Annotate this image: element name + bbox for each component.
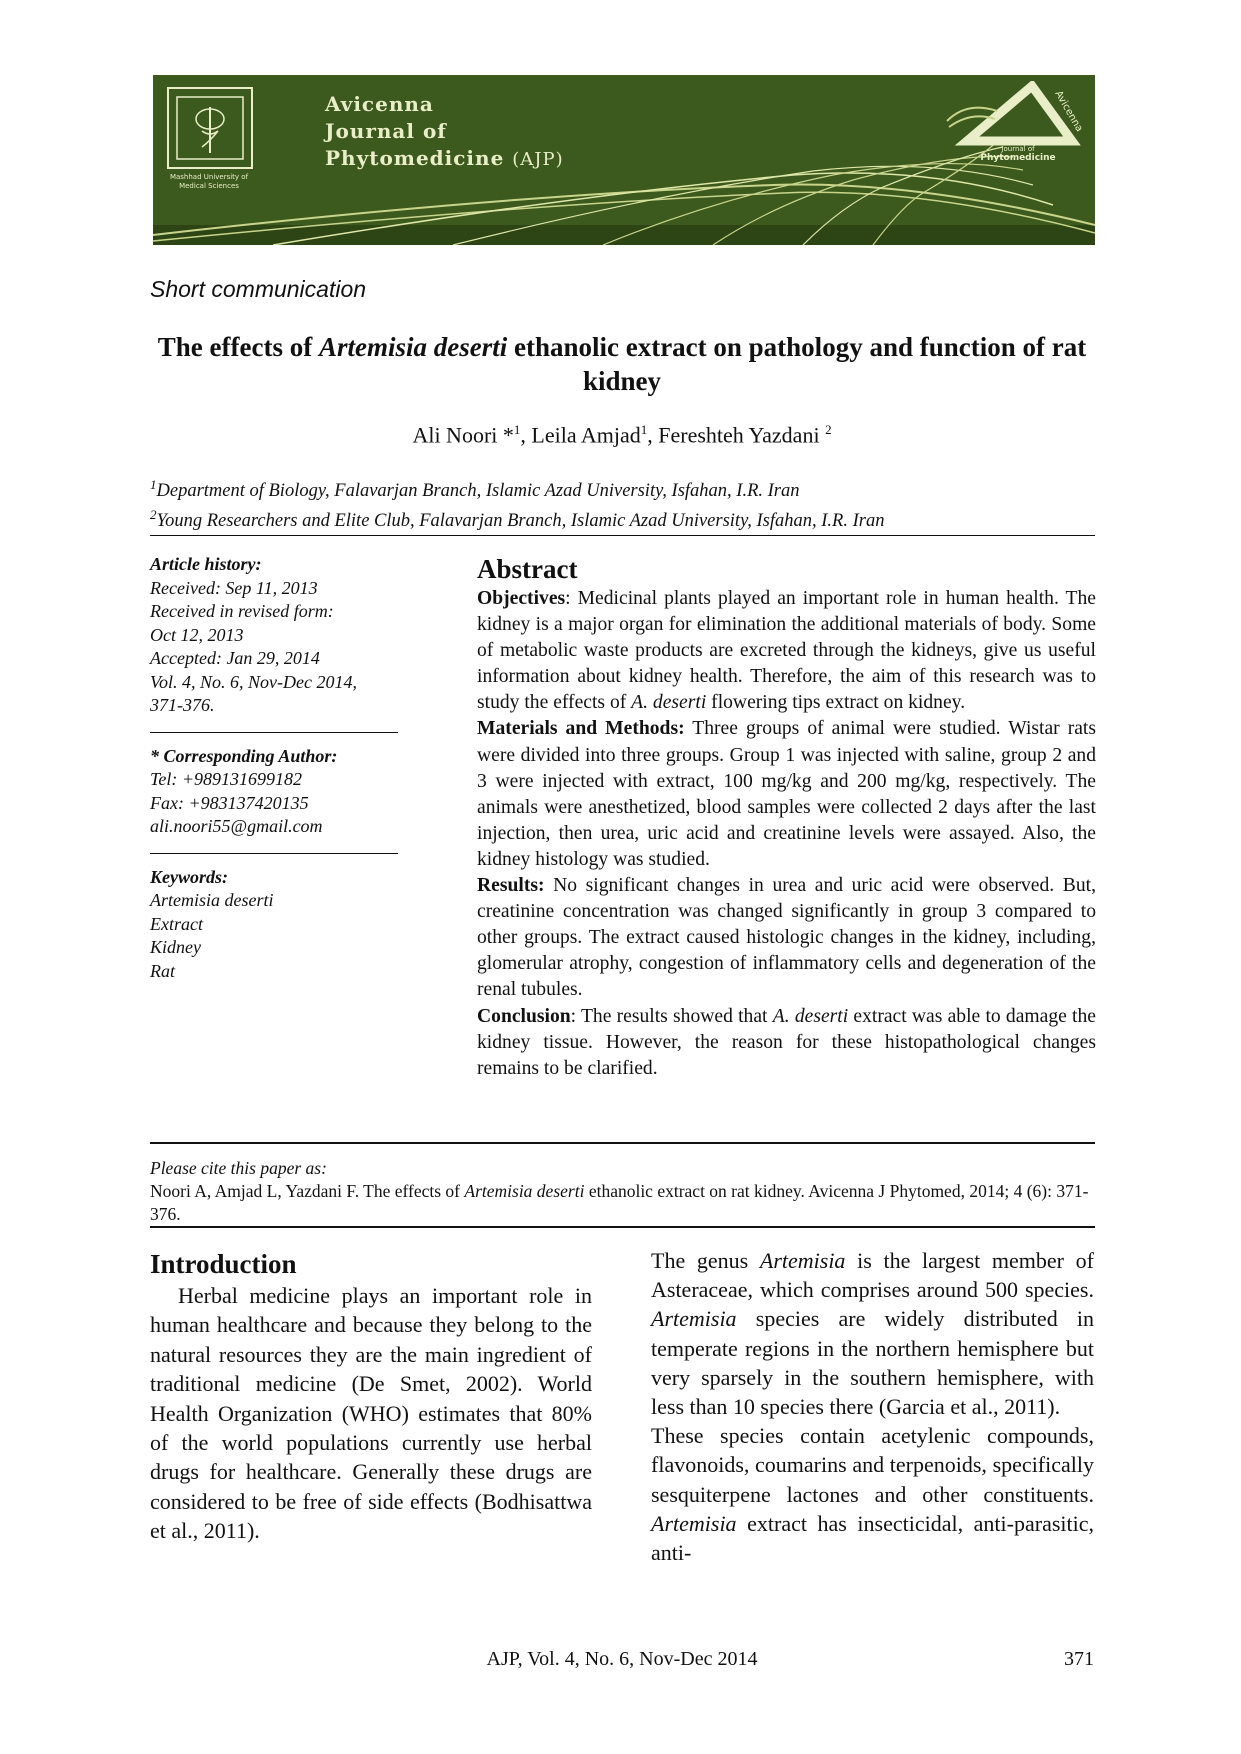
paper-title-part-2: ethanolic extract on pathology and function of rat kidney — [507, 332, 1087, 396]
journal-title-line-2: Journal of — [325, 119, 447, 143]
keyword-item: Rat — [150, 960, 175, 981]
abstract-methods-label: Materials and Methods: — [477, 718, 685, 740]
abstract-objectives-text-end: flowering tips extract on kidney. — [706, 692, 966, 714]
abstract-objectives-text: : Medicinal plants played an important role in human health. The kidney is a major organ for elimination the additional materials of body. Some of metabolic waste products are excreted through the kidneys, give us useful information about kidney health. Therefore, the aim of this research was to study the effects of — [477, 588, 1096, 714]
header-divider — [150, 535, 1095, 536]
author-separator: , — [647, 422, 659, 448]
affiliation-item — [150, 503, 884, 533]
introduction-column-right — [651, 1246, 1094, 1567]
introduction-heading: Introduction — [150, 1249, 297, 1279]
sidebar-divider — [150, 853, 398, 854]
article-type: Short communication — [150, 276, 367, 302]
corresponding-tel: Tel: +989131699182 — [150, 769, 302, 789]
article-history-line: Received in revised form: — [150, 601, 334, 621]
affiliation-text: Young Researchers and Elite Club, Falavarjan Branch, Islamic Azad University, Isfahan, I.R. Iran — [156, 511, 885, 532]
corresponding-fax: Fax: +983137420135 — [150, 792, 309, 813]
abstract-section — [477, 552, 1096, 1082]
affiliation-mark: 1 — [150, 477, 157, 492]
affiliation-item — [150, 473, 884, 503]
genus-name: Artemisia — [759, 1248, 846, 1273]
abstract-conclusion-text: : The results showed that — [570, 1005, 773, 1027]
caduceus-icon — [169, 89, 251, 167]
author-affiliation-mark: 2 — [825, 422, 832, 437]
article-history-line: Accepted: Jan 29, 2014 — [150, 648, 320, 668]
keyword-item: Kidney — [150, 937, 201, 957]
genus-name: Artemisia — [651, 1510, 737, 1536]
article-history-line: Oct 12, 2013 — [150, 624, 244, 645]
corresponding-email[interactable]: ali.noori55@gmail.com — [150, 816, 323, 836]
paragraph-text: These species contain acetylenic compounds, flavonoids, coumarins and terpenoids, specifically sesquiterpene lactones and other constituents. — [651, 1423, 1094, 1507]
introduction-paragraph — [651, 1421, 1094, 1567]
university-seal-icon — [167, 87, 253, 169]
journal-banner — [153, 75, 1095, 245]
paragraph-text: is the largest member of Asteraceae, which comprises around 500 species. — [651, 1248, 1094, 1303]
corresponding-author-heading: * Corresponding Author: — [150, 745, 338, 766]
paragraph-text: species are widely distributed in temperate regions in the northern hemisphere but very sparsely in the southern hemisphere, with less than 10 species there (Garcia et al., 2011). — [651, 1306, 1094, 1420]
abstract-objectives-label: Objectives — [477, 588, 566, 609]
keywords-heading: Keywords: — [150, 866, 228, 887]
article-history-line: Vol. 4, No. 6, Nov-Dec 2014, — [150, 671, 357, 692]
citation-text-end: ethanolic extract on rat kidney. Avicenna J Phytomed, 2014; 4 (6): 371-376. — [150, 1181, 1089, 1224]
abstract-species-name: A. deserti — [631, 692, 707, 714]
abstract-methods — [477, 716, 1096, 873]
paragraph-text: The genus — [651, 1248, 760, 1273]
author-affiliation-mark: 1 — [513, 422, 521, 437]
paper-title-species: Artemisia deserti — [318, 332, 508, 362]
abstract-results-label: Results: — [477, 875, 545, 897]
article-info-sidebar — [150, 553, 400, 983]
abstract-conclusion — [477, 1004, 1096, 1082]
abstract-conclusion-label: Conclusion — [477, 1005, 571, 1027]
citation-text-start: Noori A, Amjad L, Yazdani F. The effects of — [150, 1181, 465, 1201]
abstract-objectives — [477, 586, 1096, 716]
abstract-results — [477, 873, 1096, 1003]
abstract-species-name: A. deserti — [772, 1005, 849, 1027]
journal-logo-caption — [963, 145, 1073, 163]
paragraph-text: extract has insecticidal, anti-parasitic, anti- — [651, 1510, 1094, 1566]
author-name: Leila Amjad — [531, 422, 641, 448]
journal-logo-caption-small: Journal of — [1001, 145, 1035, 153]
journal-logo-icon — [937, 81, 1087, 191]
introduction-column-left — [150, 1247, 592, 1546]
abstract-methods-text: Three groups of animal were studied. Wistar rats were divided into three groups. Group 1 was injected with saline, group 2 and 3 were injected with extract, 100 mg/kg and 200 mg/kg, respectively. The animals were anesthetized, blood samples were collected 2 days after the last injection, then urea, uric acid and creatinine levels were assayed. Also, the kidney histology was studied. — [477, 718, 1096, 870]
affiliations — [150, 473, 884, 533]
journal-title-line-1: Avicenna — [325, 92, 434, 116]
citation-species-name: Artemisia deserti — [464, 1181, 585, 1201]
article-history-line: 371-376. — [150, 695, 215, 715]
citation-top-divider — [150, 1142, 1095, 1144]
journal-title — [325, 91, 564, 173]
paper-title — [150, 330, 1094, 398]
article-history-line: Received: Sep 11, 2013 — [150, 577, 318, 598]
genus-name: Artemisia — [651, 1306, 737, 1332]
affiliation-text: Department of Biology, Falavarjan Branch, Islamic Azad University, Isfahan, I.R. Iran — [156, 481, 800, 502]
paper-title-part-1: The effects of — [157, 332, 319, 362]
author-name: Ali Noori * — [412, 422, 514, 448]
affiliation-mark: 2 — [150, 507, 157, 523]
university-name: Mashhad University of Medical Sciences — [169, 173, 249, 190]
journal-abbr: (AJP) — [512, 149, 564, 170]
keyword-item: Artemisia deserti — [150, 890, 274, 910]
abstract-heading: Abstract — [477, 554, 578, 584]
introduction-paragraph — [651, 1246, 1094, 1421]
journal-logo-arc-text: Avicenna — [1052, 89, 1085, 134]
citation-text — [150, 1180, 1094, 1226]
sidebar-divider — [150, 732, 398, 733]
journal-title-line-3-text: Phytomedicine — [325, 146, 505, 170]
citation-heading: Please cite this paper as: — [150, 1158, 327, 1178]
abstract-results-text: No significant changes in urea and uric acid were observed. But, creatinine concentration was changed significantly in group 3 compared to other groups. The extract caused histologic changes in the kidney, including, glomerular atrophy, congestion of inflammatory cells and degeneration of the renal tubules. — [477, 875, 1096, 1001]
keyword-item: Extract — [150, 913, 203, 934]
author-separator: , — [520, 422, 532, 448]
journal-title-line-3 — [325, 145, 564, 173]
introduction-paragraph: Herbal medicine plays an important role in human healthcare and because they belong to the natural resources they are the main ingredient of traditional medicine (De Smet, 2002). World Health Organization (WHO) estimates that 80% of the world populations currently use herbal drugs for healthcare. Generally these drugs are considered to be free of side effects (Bodhisattwa et al., 2011). — [150, 1283, 592, 1544]
journal-logo-caption-big: Phytomedicine — [980, 153, 1056, 163]
author-list — [150, 422, 1094, 448]
citation-bottom-divider — [150, 1226, 1095, 1228]
article-history-heading: Article history: — [150, 554, 262, 574]
page-number: 371 — [1064, 1648, 1094, 1670]
author-affiliation-mark: 1 — [640, 422, 648, 437]
citation-box — [150, 1157, 1094, 1226]
author-name: Fereshteh Yazdani — [658, 422, 826, 448]
abstract-conclusion-text-end: extract was able to damage the kidney tissue. However, the reason for these histopathological changes remains to be clarified. — [477, 1005, 1096, 1079]
footer-journal-info: AJP, Vol. 4, No. 6, Nov-Dec 2014 — [486, 1648, 758, 1670]
